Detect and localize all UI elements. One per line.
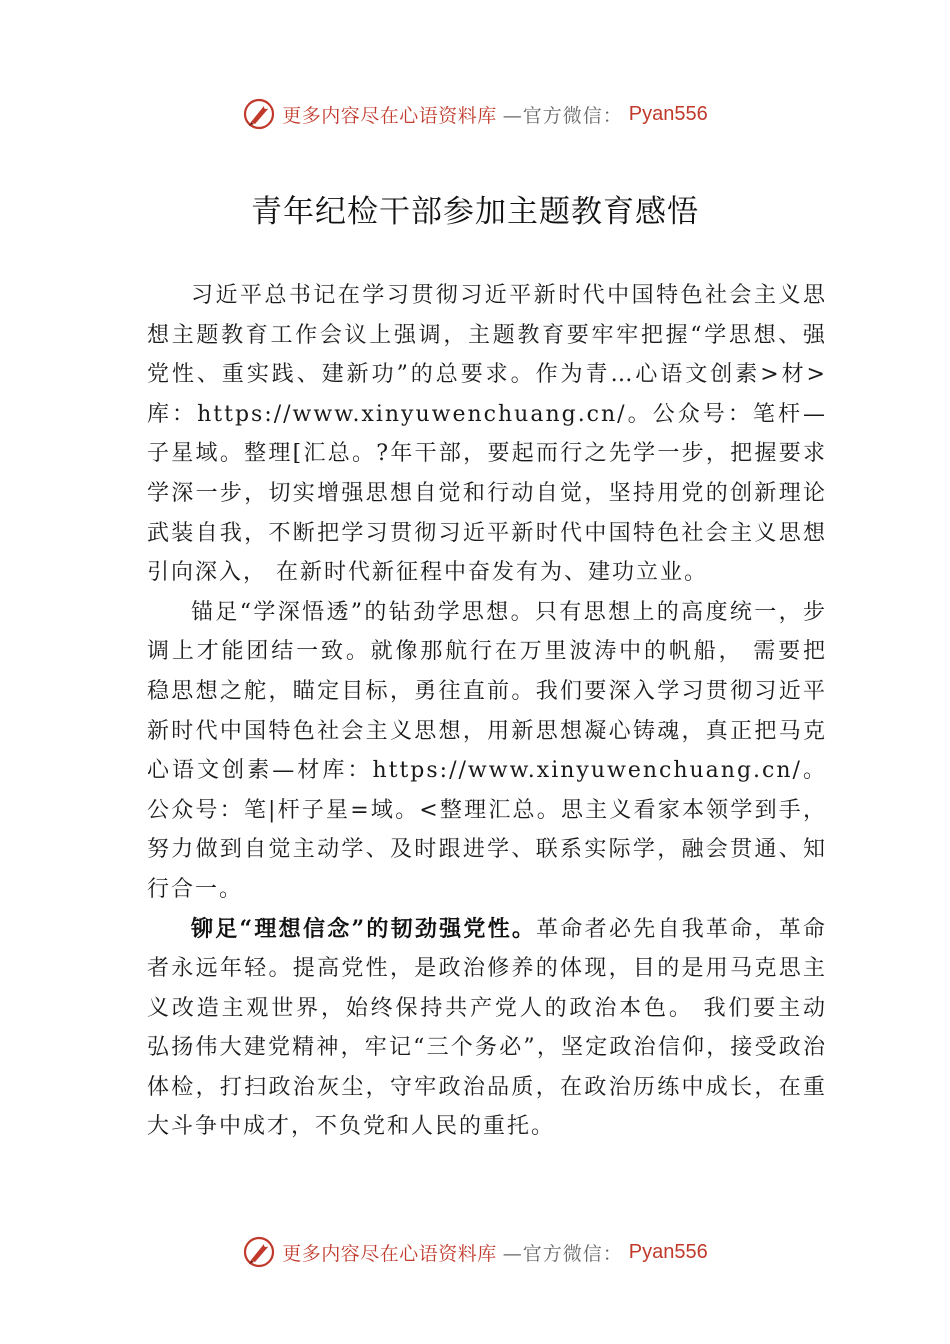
footer-brand-text: 更多内容尽在心语资料库 [282,1242,497,1265]
pen-logo-icon [242,1235,276,1269]
paragraph-1-text: 习近平总书记在学习贯彻习近平新时代中国特色社会主义思想主题教育工作会议上强调，主题教育要牢牢把握“学思想、强党性、重实践、建新功”的总要求。作为青…心语文创素>材>库：https://www.xinyuwenchuang.cn/。公众号：笔杆—子星域。整理[汇总。?年干部，要起而行之先学一步，把握要求学深一步，切实增强思想自觉和行动自觉，坚持用党的创新理论武装自我，不断把学习贯彻习近平新时代中国特色社会主义思想引向深入， 在新时代新征程中奋发有为、建功立业。 [147,283,827,586]
paragraph-3 [147,910,827,1148]
footer-dash-text: —官方微信： [502,1242,623,1265]
header-wechat-id: Pyan556 [628,102,708,125]
footer-banner [0,1232,950,1272]
paragraph-1 [147,276,827,593]
header-dash-text: —官方微信： [502,104,623,127]
document-title: 青年纪检干部参加主题教育感悟 [251,194,699,230]
document-body [147,276,827,1147]
paragraph-2 [147,593,827,910]
paragraph-3-text: 革命者必先自我革命，革命者永远年轻。提高党性，是政治修养的体现，目的是用马克思主义改造主观世界，始终保持共产党人的政治本色。 我们要主动弘扬伟大建党精神，牢记“三个务必”，坚定政治信仰，接受政治体检，打扫政治灰尘，守牢政治品质，在政治历练中成长，在重大斗争中成才，不负党和人民的重托。 [147,916,827,1140]
header-brand-text: 更多内容尽在心语资料库 [282,104,497,127]
footer-wechat-id: Pyan556 [628,1240,708,1263]
pen-logo-icon [242,97,276,131]
header-banner [0,94,950,134]
paragraph-3-lead: 铆足“理想信念”的韧劲强党性。 [191,915,537,942]
paragraph-2-text: 锚足“学深悟透”的钻劲学思想。只有思想上的高度统一，步调上才能团结一致。就像那航行在万里波涛中的帆船， 需要把稳思想之舵，瞄定目标，勇往直前。我们要深入学习贯彻习近平新时代中国特色社会主义思想，用新思想凝心铸魂，真正把马克心语文创素—材库：https://www.xinyuwenchuang.cn/。公众号：笔|杆子星=域。<整理汇总。思主义看家本领学到手，努力做到自觉主动学、及时跟进学、联系实际学，融会贯通、知行合一。 [147,599,827,902]
